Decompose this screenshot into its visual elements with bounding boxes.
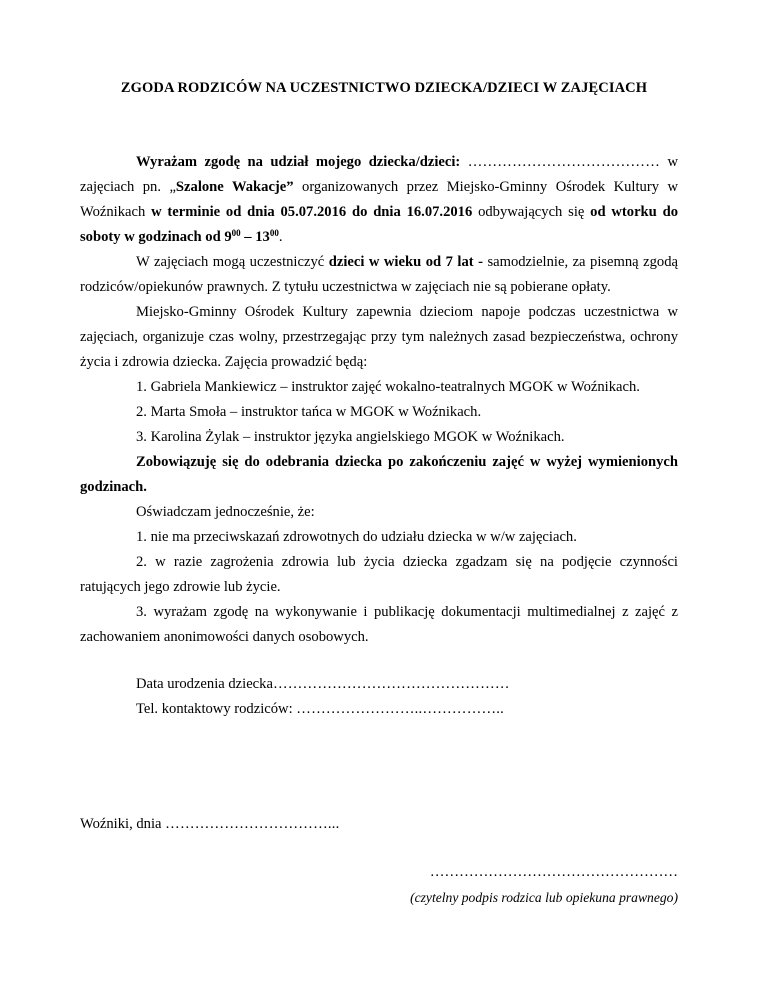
child-name-field[interactable]: ………………………………… bbox=[467, 154, 661, 170]
date-field[interactable]: ……………………………... bbox=[165, 816, 340, 832]
instructor-item: 3. Karolina Żylak – instruktor języka angielskiego MGOK w Woźnikach. bbox=[136, 429, 565, 445]
pickup-obligation bbox=[80, 450, 678, 500]
phone-label: Tel. kontaktowy rodziców: bbox=[136, 701, 297, 717]
consent-text: . bbox=[278, 229, 283, 245]
hours-text: – 13 bbox=[240, 229, 270, 245]
consent-text: organizowanych przez Miejsko-Gminny Ośrodek Kultury w Woźnikach bbox=[80, 179, 678, 220]
consent-text: odbywających się bbox=[472, 204, 591, 220]
place-date-row bbox=[80, 816, 339, 833]
document-title: ZGODA RODZICÓW NA UCZESTNICTWO DZIECKA/DZIECI W ZAJĘCIACH bbox=[120, 80, 648, 96]
signature-caption: (czytelny podpis rodzica lub opiekuna prawnego) bbox=[410, 890, 678, 905]
birth-date-label: Data urodzenia dziecka bbox=[136, 676, 273, 692]
birth-date-field[interactable]: ………………………………………… bbox=[272, 676, 510, 692]
pickup-obligation-text: Zobowiązuję się do odebrania dziecka po zakończeniu zajęć w wyżej wymienionych godzinach. bbox=[80, 454, 678, 495]
age-requirement: dzieci w wieku od 7 lat - bbox=[328, 254, 483, 270]
place-date-label: Woźniki, dnia bbox=[80, 816, 166, 832]
declaration-intro: Oświadczam jednocześnie, że: bbox=[136, 504, 315, 520]
phone-row bbox=[80, 697, 678, 722]
quote-mark: „ bbox=[169, 179, 176, 195]
spacer bbox=[80, 650, 678, 672]
consent-text: w zajęciach pn. bbox=[80, 154, 678, 195]
declaration-item: 3. wyrażam zgodę na wykonywanie i publikację dokumentacji multimedialnej z zajęć z zachowaniem anonimowości danych osobowych. bbox=[80, 604, 678, 645]
hours-text: od wtorku do soboty w godzinach od 9 bbox=[80, 204, 679, 245]
birth-date-row bbox=[80, 672, 678, 697]
declaration-item: 1. nie ma przeciwskazań zdrowotnych do udziału dziecka w w/w zajęciach. bbox=[136, 529, 577, 545]
age-text: W zajęciach mogą uczestniczyć bbox=[136, 254, 329, 270]
care-paragraph: Miejsko-Gminny Ośrodek Kultury zapewnia dzieciom napoje podczas uczestnictwa w zajęciach, organizuje czas wolny, przestrzegając przy tym należnych zasad bezpieczeństwa, ochrony życia i zdrowia dziecka. Zajęcia prowadzić będą: bbox=[80, 304, 678, 370]
phone-field[interactable]: ……………………..…………….. bbox=[296, 701, 505, 717]
consent-lead: Wyrażam zgodę na udział mojego dziecka/dzieci: bbox=[136, 154, 461, 170]
event-dates: w terminie od dnia 05.07.2016 do dnia 16.07.2016 bbox=[151, 204, 473, 220]
consent-paragraph bbox=[80, 150, 678, 250]
document-body bbox=[80, 150, 678, 722]
age-paragraph bbox=[80, 250, 678, 300]
hours-sup: 00 bbox=[231, 228, 241, 238]
instructor-item: 1. Gabriela Mankiewicz – instruktor zajęć wokalno-teatralnych MGOK w Woźnikach. bbox=[136, 379, 640, 395]
instructor-item: 2. Marta Smoła – instruktor tańca w MGOK w Woźnikach. bbox=[136, 404, 482, 420]
age-text: samodzielnie, za pisemną zgodą rodziców/opiekunów prawnych. Z tytułu uczestnictwa w zajęciach nie są pobierane opłaty. bbox=[80, 254, 678, 295]
hours-sup: 00 bbox=[269, 228, 279, 238]
signature-field[interactable]: …………………………………………… bbox=[429, 864, 678, 880]
declaration-item: 2. w razie zagrożenia zdrowia lub życia dziecka zgadzam się na podjęcie czynności ratujących jego zdrowie lub życie. bbox=[80, 554, 678, 595]
event-name: Szalone Wakacje” bbox=[175, 179, 294, 195]
